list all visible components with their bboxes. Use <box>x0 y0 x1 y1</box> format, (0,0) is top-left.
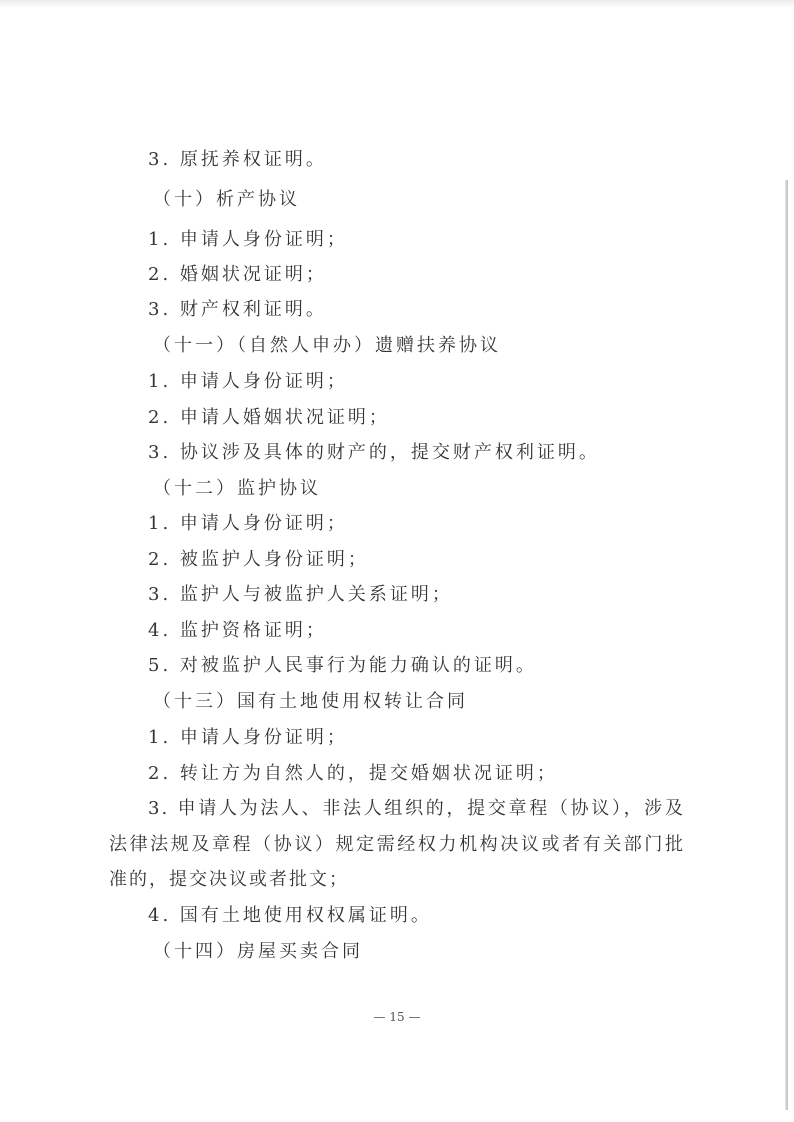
item-agreement-property: 3. 协议涉及具体的财产的，提交财产权利证明。 <box>148 442 600 463</box>
item-property-rights: 3. 财产权利证明。 <box>148 299 327 320</box>
item-marital-status: 2. 婚姻状况证明； <box>148 264 327 285</box>
item-guardian-qualification: 4. 监护资格证明； <box>148 620 327 641</box>
paragraph-legal-person-line3: 准的，提交决议或者批文； <box>109 869 349 890</box>
scan-edge-top <box>0 0 794 8</box>
section-heading-11: （十一）（自然人申办）遗赠扶养协议 <box>153 335 501 356</box>
item-applicant-id: 1. 申请人身份证明； <box>148 371 348 392</box>
paragraph-legal-person-line1: 3. 申请人为法人、非法人组织的，提交章程（协议），涉及 <box>148 798 685 819</box>
item-original-custody-proof: 3. 原抚养权证明。 <box>148 149 327 170</box>
item-ward-id: 2. 被监护人身份证明； <box>148 549 369 570</box>
item-applicant-marital: 2. 申请人婚姻状况证明； <box>148 407 390 428</box>
page-number: — 15 — <box>373 1010 421 1024</box>
item-guardian-relation: 3. 监护人与被监护人关系证明； <box>148 584 453 605</box>
item-applicant-id: 1. 申请人身份证明； <box>148 513 348 534</box>
item-applicant-id: 1. 申请人身份证明； <box>148 229 348 250</box>
paragraph-legal-person-line2: 法律法规及章程（协议）规定需经权力机构决议或者有关部门批 <box>109 834 685 855</box>
section-heading-14: （十四）房屋买卖合同 <box>153 941 363 962</box>
item-capacity-confirmation: 5. 对被监护人民事行为能力确认的证明。 <box>148 655 537 676</box>
scan-edge-right <box>785 180 788 1110</box>
item-land-use-title: 4. 国有土地使用权权属证明。 <box>148 905 432 926</box>
section-heading-12: （十二）监护协议 <box>153 478 321 499</box>
item-applicant-id: 1. 申请人身份证明； <box>148 727 348 748</box>
item-transferor-marital: 2. 转让方为自然人的，提交婚姻状况证明； <box>148 763 558 784</box>
section-heading-13: （十三）国有土地使用权转让合同 <box>153 691 468 712</box>
section-heading-10: （十）析产协议 <box>153 189 300 210</box>
